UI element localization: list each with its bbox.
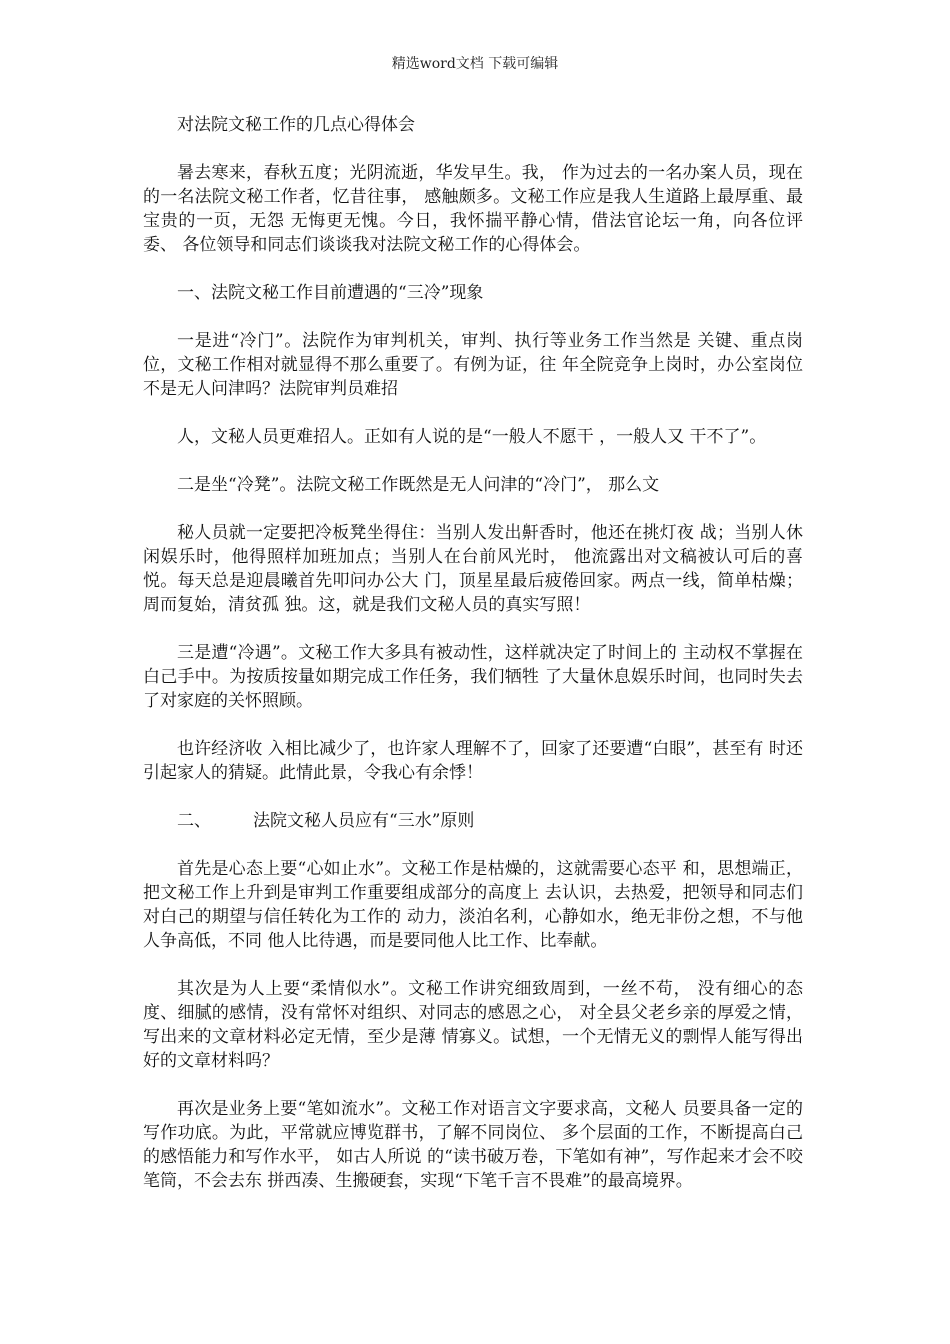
paragraph-cold-treatment-2: 也许经济收 入相比减少了，也许家人理解不了，回家了还要遭“白眼”，甚至有 时还引起家人的猜疑。此情此景，令我心有余悸！	[143, 739, 803, 783]
section-number-2: 二、	[177, 811, 211, 831]
document-body	[143, 113, 803, 1217]
intro-paragraph: 暑去寒来，春秋五度；光阴流逝，华发早生。我， 作为过去的一名办案人员，现在的一名法院文秘工作者，忆昔往事， 感触颇多。文秘工作应是我人生道路上最厚重、最宝贵的一页，无怨 无悔更无愧。今日，我怀揣平静心情，借法官论坛一角，向各位评委、 各位领导和同志们谈谈我对法院文秘工作的心得体会。	[143, 163, 803, 255]
document-title: 对法院文秘工作的几点心得体会	[177, 115, 415, 135]
paragraph-flowing-pen: 再次是业务上要“笔如流水”。文秘工作对语言文字要求高，文秘人 员要具备一定的写作功底。为此，平常就应博览群书，了解不同岗位、 多个层面的工作，不断提高白己的感悟能力和写作水平， 如古人所说 的“读书破万卷，下笔如有神”，写作起来才会不咬笔筒，不会去东 拼西凑、生搬硬套，实现“下笔千言不畏难”的最高境界。	[143, 1099, 803, 1191]
paragraph-still-water: 首先是心态上要“心如止水”。文秘工作是枯燥的，这就需要心态平 和，思想端正，把文秘工作上升到是审判工作重要组成部分的高度上 去认识，去热爱，把领导和同志们对白己的期望与信任转化为工作的 动力，淡泊名利，心静如水，绝无非份之想，不与他人争高低，不同 他人比待遇，而是要同他人比工作、比奉献。	[143, 859, 803, 951]
paragraph-cold-door-2: 人，文秘人员更难招人。正如有人说的是“一般人不愿干 ，一般人又 干不了”。	[177, 427, 767, 447]
page-header: 精选word文档 下载可编辑	[391, 56, 559, 72]
section-heading-1: 一、法院文秘工作目前遭遇的“三冷”现象	[177, 283, 484, 303]
section-heading-2	[143, 809, 803, 833]
paragraph-tender-water: 其次是为人上要“柔情似水”。文秘工作讲究细致周到，一丝不苟， 没有细心的态度、细腻的感情，没有常怀对组织、对同志的感恩之心， 对全县父老乡亲的厚爱之情，写出来的文章材料必定无情，至少是薄 情寡义。试想，一个无情无义的剽悍人能写得出好的文章材料吗？	[143, 979, 803, 1071]
paragraph-cold-door-1: 一是进“冷门”。法院作为审判机关，审判、执行等业务工作当然是 关键、重点岗位，文秘工作相对就显得不那么重要了。有例为证，往 年全院竞争上岗时，办公室岗位不是无人问津吗？法院审判员难招	[143, 331, 803, 399]
paragraph-cold-treatment-1: 三是遭“冷遇”。文秘工作大多具有被动性，这样就决定了时间上的 主动权不掌握在白己手中。为按质按量如期完成工作任务，我们牺牲 了大量休息娱乐时间，也同时失去了对家庭的关怀照顾。	[143, 643, 803, 711]
section-heading-2-text: 法院文秘人员应有“三水”原则	[253, 811, 475, 831]
paragraph-cold-bench-2: 秘人员就一定要把冷板凳坐得住：当别人发出鼾香时，他还在挑灯夜 战；当别人休闲娱乐时，他得照样加班加点；当别人在台前风光时， 他流露出对文稿被认可后的喜悦。每天总是迎晨曦首先叩问办公大 门，顶星星最后疲倦回家。两点一线，简单枯燥；周而复始，清贫孤 独。这，就是我们文秘人员的真实写照！	[143, 523, 803, 615]
paragraph-cold-bench-1: 二是坐“冷凳”。法院文秘工作既然是无人问津的“冷门”， 那么文	[177, 475, 660, 495]
